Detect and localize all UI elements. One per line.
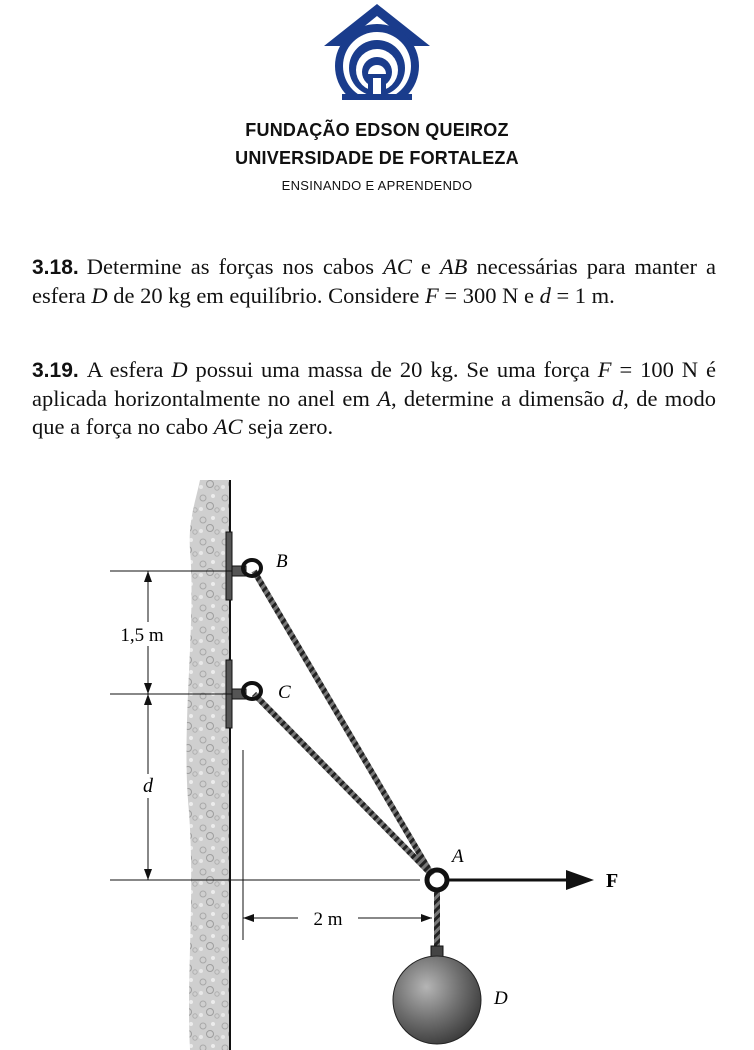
force-f: F [425, 283, 439, 308]
problem-text: possui uma massa de 20 kg. Se uma força [187, 357, 598, 382]
problem-text: seja zero. [242, 414, 334, 439]
motto: ENSINANDO E APRENDENDO [281, 178, 473, 193]
page-header [0, 0, 754, 215]
problem-text: de 20 kg em equilíbrio. Considere [107, 283, 426, 308]
wall [186, 480, 230, 1050]
cable-ac: AC [213, 414, 243, 439]
ring-a [427, 870, 447, 890]
bracket-b [226, 532, 232, 600]
label-a: A [452, 846, 464, 867]
problem-text: = 100 N é aplicada horizontalmente no anel em [32, 357, 716, 411]
sphere-d [393, 956, 481, 1044]
sphere-d: D [91, 283, 108, 308]
arrowhead [144, 571, 152, 582]
label-d: D [494, 988, 508, 1009]
problem-number: 3.19. [32, 359, 79, 382]
arrowhead [144, 683, 152, 694]
problem-text: = 1 m. [550, 283, 615, 308]
problem-text: A esfera [86, 357, 172, 382]
problem-3-18 [32, 253, 716, 310]
dim-label-2m: 2 m [313, 909, 343, 930]
sphere-d: D [171, 357, 188, 382]
dim-label-1-5m: 1,5 m [120, 625, 164, 646]
problem-text: necessárias para manter a esfera [32, 254, 716, 308]
force-f: F [597, 357, 612, 382]
dimension-d: d [612, 386, 624, 411]
force-label-f: F [606, 870, 619, 892]
arrowhead [144, 694, 152, 705]
arrowhead [144, 869, 152, 880]
problem-text: , determine a dimensão [390, 386, 612, 411]
label-c: C [278, 682, 291, 703]
arrowhead [243, 914, 254, 922]
cable-ac: AC [383, 254, 412, 279]
university-name: UNIVERSIDADE DE FORTALEZA [235, 148, 519, 168]
label-b: B [276, 551, 288, 572]
problem-number: 3.18. [32, 256, 79, 279]
eye-bolt-b [232, 560, 261, 576]
eye-bolt-c [232, 683, 261, 699]
force-arrowhead [566, 870, 594, 890]
problem-text: = 300 N e [438, 283, 540, 308]
institution-name: FUNDAÇÃO EDSON QUEIROZ [245, 120, 509, 140]
figure-svg [0, 470, 754, 1050]
problem-text: , de modo que a força no cabo [32, 386, 716, 439]
cable-ab: AB [439, 254, 468, 279]
arrowhead [421, 914, 432, 922]
problem-figure [0, 470, 754, 1050]
problem-3-19 [32, 356, 716, 441]
problem-text: Determine as forças nos cabos [86, 254, 384, 279]
ring-a: A [377, 386, 391, 411]
dimension-d: d [539, 283, 551, 308]
problem-text: e [411, 254, 440, 279]
dim-label-d: d [143, 775, 153, 797]
unifor-logo-icon [322, 2, 432, 117]
